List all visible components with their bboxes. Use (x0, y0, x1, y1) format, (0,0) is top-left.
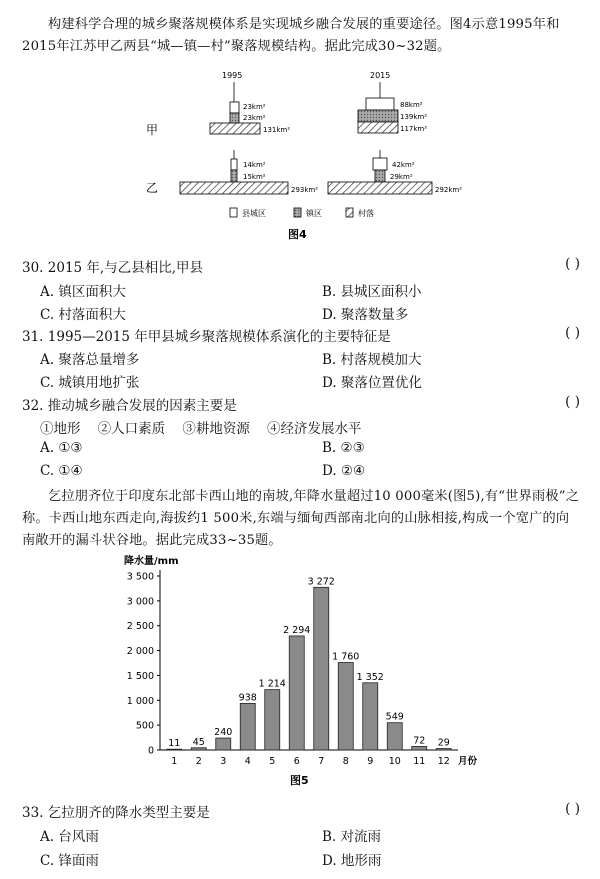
option-33-b[interactable]: B. 对流雨 (322, 829, 382, 845)
county-area-bar (230, 102, 239, 113)
option-33-d[interactable]: D. 地形雨 (322, 853, 382, 869)
bar-month-6 (289, 636, 304, 750)
yi-1995-stack (180, 150, 318, 194)
town-area-bar (358, 110, 398, 122)
data-label: 1 760 (332, 651, 360, 663)
bar-month-8 (338, 663, 353, 750)
option-33-c[interactable]: C. 锋面雨 (40, 853, 99, 869)
x-tick-label: 4 (244, 756, 251, 767)
option-31-a[interactable]: A. 聚落总量增多 (40, 352, 140, 368)
legend-village: 村落 (358, 209, 374, 218)
value-label: 139km² (400, 113, 428, 121)
data-label: 72 (413, 735, 426, 747)
y-tick-label: 3 500 (126, 571, 154, 583)
y-tick-label: 1 000 (126, 695, 154, 707)
value-label: 14km² (243, 161, 266, 169)
town-area-bar (231, 170, 237, 182)
value-label: 293km² (291, 186, 319, 194)
bar-month-12 (436, 749, 451, 750)
y-tick-label: 3 000 (126, 596, 154, 608)
question-33-stem: 33. 乞拉朋齐的降水类型主要是 (22, 805, 210, 821)
data-label: 45 (192, 736, 205, 748)
village-area-bar (328, 182, 432, 194)
question-32-stem: 32. 推动城乡融合发展的因素主要是 (22, 398, 237, 414)
x-tick-label: 3 (220, 756, 227, 767)
bar-month-1 (167, 749, 182, 750)
x-tick-label: 8 (342, 756, 349, 767)
village-area-bar (210, 123, 260, 134)
village-area-bar (180, 182, 288, 194)
row-label-jia: 甲 (146, 123, 159, 137)
x-tick-label: 9 (367, 756, 374, 767)
answer-blank-30[interactable]: ( ) (565, 256, 580, 272)
y-tick-label: 500 (135, 720, 154, 732)
data-label: 11 (168, 738, 181, 750)
y-tick-label: 1 500 (126, 670, 154, 682)
question-31-stem: 31. 1995—2015 年甲县城乡聚落规模体系演化的主要特征是 (22, 329, 391, 345)
jia-2015-stack (358, 82, 427, 133)
x-axis-label: 月份 (458, 756, 478, 767)
legend-county: 县城区 (242, 209, 266, 218)
value-label: 88km² (400, 101, 423, 109)
data-label: 3 272 (307, 576, 335, 588)
bar-month-2 (191, 748, 206, 750)
bar-month-11 (412, 746, 427, 750)
row-label-yi: 乙 (146, 181, 159, 195)
y-axis-label: 降水量/mm (124, 556, 179, 567)
data-label: 240 (214, 727, 233, 739)
value-label: 292km² (435, 186, 463, 194)
answer-blank-33[interactable]: ( ) (565, 801, 580, 817)
bar-month-5 (265, 690, 280, 750)
option-31-b[interactable]: B. 村落规模加大 (322, 352, 422, 368)
yi-2015-stack (328, 150, 462, 194)
data-label: 2 294 (283, 624, 311, 636)
value-label: 15km² (243, 173, 266, 181)
town-area-bar (230, 113, 239, 123)
answer-blank-31[interactable]: ( ) (565, 325, 580, 341)
option-30-a[interactable]: A. 镇区面积大 (40, 284, 126, 300)
village-area-bar (358, 122, 398, 133)
county-area-bar (366, 98, 394, 110)
passage-2: 乞拉朋齐位于印度东北部卡西山地的南坡,年降水量超过10 000毫米(图5),有“世界雨极”之称。卡西山地东西走向,海拔约1 500米,东端与缅甸西部南北向的山脉相接,构成一个宽广的向南敞开的漏斗状谷地。据此完成33~35题。 (22, 489, 580, 548)
option-30-d[interactable]: D. 聚落数量多 (322, 307, 409, 323)
option-31-c[interactable]: C. 城镇用地扩张 (40, 375, 140, 391)
value-label: 29km² (390, 173, 413, 181)
data-label: 549 (385, 711, 404, 723)
value-label: 23km² (243, 103, 266, 111)
town-area-bar (375, 170, 385, 182)
x-tick-label: 12 (437, 756, 450, 767)
bar-month-4 (240, 703, 255, 750)
bar-month-9 (363, 683, 378, 750)
option-32-a[interactable]: A. ①③ (40, 440, 83, 456)
figure-4-legend (230, 208, 374, 218)
question-32-items: ①地形 ②人口素质 ③耕地资源 ④经济发展水平 (40, 421, 362, 437)
x-tick-label: 2 (195, 756, 202, 767)
y-tick-label: 0 (147, 745, 154, 757)
x-tick-label: 5 (269, 756, 276, 767)
x-tick-label: 6 (293, 756, 300, 767)
y-tick-label: 2 500 (126, 621, 154, 633)
option-32-b[interactable]: B. ②③ (322, 440, 365, 456)
county-area-bar (231, 159, 237, 170)
question-30-stem: 30. 2015 年,与乙县相比,甲县 (22, 260, 203, 276)
option-31-d[interactable]: D. 聚落位置优化 (322, 375, 422, 391)
value-label: 117km² (400, 125, 428, 133)
jia-1995-stack (210, 82, 290, 134)
data-label: 938 (238, 692, 257, 704)
bar-month-3 (216, 738, 231, 750)
figure-5-caption: 图5 (290, 774, 309, 787)
x-tick-label: 1 (171, 756, 178, 767)
data-label: 1 352 (356, 671, 384, 683)
passage-1: 构建科学合理的城乡聚落规模体系是实现城乡融合发展的重要途径。图4示意1995年和2015年江苏甲乙两县“城—镇—村”聚落规模结构。据此完成30~32题。 (22, 17, 560, 54)
value-label: 131km² (263, 126, 291, 134)
figure-4-caption: 图4 (288, 228, 307, 241)
answer-blank-32[interactable]: ( ) (565, 394, 580, 410)
legend-town: 镇区 (306, 209, 322, 218)
figure-4 (0, 62, 600, 244)
bar-month-10 (387, 723, 402, 750)
bar-month-7 (314, 587, 329, 750)
option-32-c[interactable]: C. ①④ (40, 463, 83, 479)
data-label: 29 (437, 737, 450, 749)
year-label-2015: 2015 (370, 71, 391, 80)
option-30-b[interactable]: B. 县城区面积小 (322, 284, 422, 300)
y-tick-label: 2 000 (126, 646, 154, 658)
x-tick-label: 10 (388, 756, 401, 767)
year-label-1995: 1995 (222, 71, 243, 80)
county-area-bar (373, 158, 387, 170)
figure-5-chart (0, 554, 600, 794)
value-label: 42km² (392, 161, 415, 169)
option-30-c[interactable]: C. 村落面积大 (40, 307, 126, 323)
x-tick-label: 11 (413, 756, 426, 767)
option-32-d[interactable]: D. ②④ (322, 463, 366, 479)
value-label: 23km² (243, 114, 266, 122)
option-33-a[interactable]: A. 台风雨 (40, 829, 99, 845)
data-label: 1 214 (258, 678, 286, 690)
x-tick-label: 7 (318, 756, 325, 767)
